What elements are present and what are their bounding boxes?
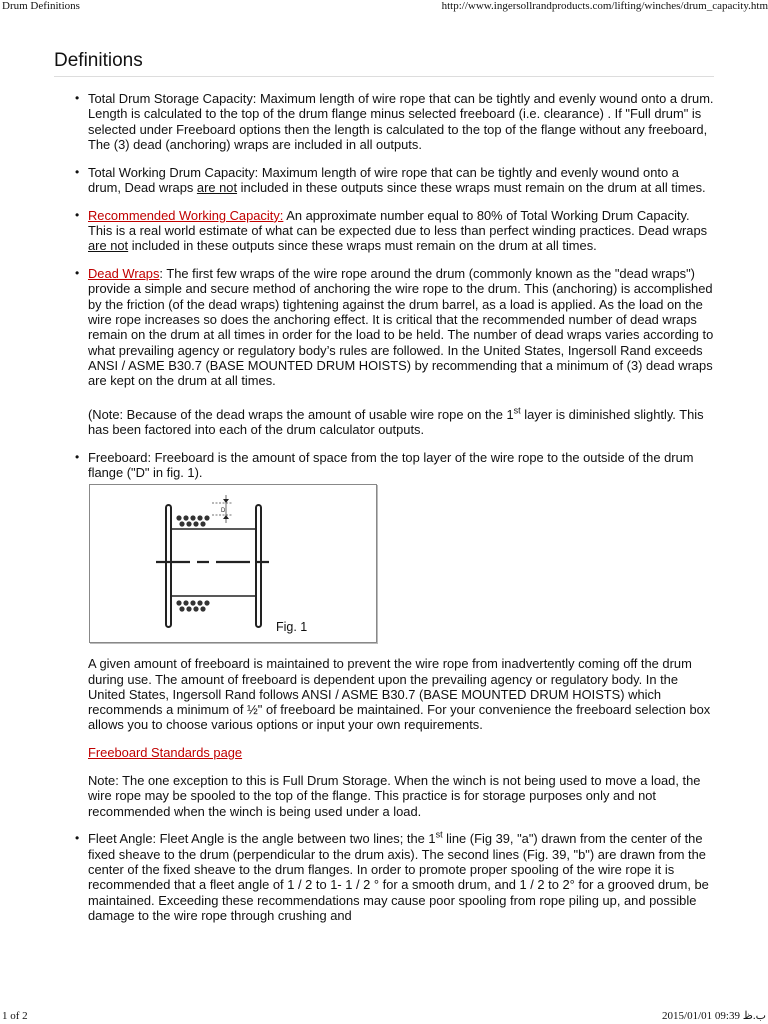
storage-capacity-text: Total Drum Storage Capacity: Maximum length of wire rope that can be tightly and evenly wound onto a drum. Length is calculated to the top of the drum flange minus selected freeboard (i.e. clearance) . If "Full drum" is selected under Freeboard options then the length is calculated to the top of the flange without any freeboard, The (3) dead (anchoring) wraps are included in all outputs. (88, 91, 714, 152)
header-url: http://www.ingersollrandproducts.com/lifting/winches/drum_capacity.htm (441, 0, 768, 12)
working-capacity-text: Total Working Drum Capacity: Maximum length of wire rope that can be tightly and evenly wound onto a drum, Dead wraps are not included in these outputs since these wraps must remain on the drum at all times. (88, 164, 706, 195)
drum-figure (89, 484, 377, 643)
title-divider (54, 76, 714, 77)
dead-wraps-text: Dead Wraps: The first few wraps of the wire rope around the drum (commonly known as the "dead wraps") provide a simple and secure method of anchoring the wire rope to the drum. This (anchoring) is accomplished by the friction (of the dead wraps) tightening against the drum barrel, as a load is applied. As the load on the wire rope increases so does the anchoring effect. It is critical that the recommended number of dead wraps remain on the drum at all times in order for the load to be held. The number of dead wraps varies according to what prevailing agency or regulatory body’s rules are followed. In the United States, Ingersoll Rand exceeds ANSI / ASME B30.7 (BASE MOUNTED DRUM HOISTS) by recommending that a minimum of (3) dead wraps are kept on the drum at all times. (88, 266, 714, 389)
bullet-icon: • (75, 164, 80, 179)
dead-wraps-note: (Note: Because of the dead wraps the amount of usable wire rope on the 1st layer is diminished slightly. This has been factored into each of the drum calculator outputs. (88, 405, 704, 437)
dimension-d-label: D (221, 508, 226, 515)
definitions-list (0, 91, 768, 480)
list-item-freeboard (0, 450, 768, 481)
recommended-capacity-text: Recommended Working Capacity: An approximate number equal to 80% of Total Working Drum Capacity. This is a real world estimate of what can be expected due to less than perfect winding practices. Dead wraps are not included in these outputs since these wraps must remain on the drum at all times. (88, 207, 708, 254)
footer-page-number: 1 of 2 (2, 1010, 28, 1022)
bullet-icon: • (75, 831, 80, 846)
list-item-recommended-capacity (0, 208, 768, 254)
recommended-working-capacity-link[interactable]: Recommended Working Capacity: (88, 207, 284, 223)
list-item-working-capacity (0, 165, 768, 196)
footer-timestamp: 2015/01/01 09:39 ب.ظ (662, 1010, 766, 1022)
bullet-icon: • (75, 266, 80, 281)
dead-wraps-link[interactable]: Dead Wraps (88, 266, 160, 282)
freeboard-paragraph: A given amount of freeboard is maintained to prevent the wire rope from inadvertently coming off the drum during use. The amount of freeboard is dependent upon the prevailing agency or regulatory body. In the United States, Ingersoll Rand follows ANSI / ASME B30.7 (BASE MOUNTED DRUM HOISTS) which recommends a minimum of ½" of freeboard be maintained. For your convenience the freeboard selection box allows you to choose various options or input your own requirements. (88, 656, 711, 733)
definitions-list-continued (0, 831, 768, 923)
list-item-dead-wraps (0, 266, 768, 437)
emphasis-are-not: are not (88, 238, 129, 254)
header-page-title: Drum Definitions (2, 0, 80, 12)
bullet-icon: • (75, 207, 80, 222)
freeboard-text: Freeboard: Freeboard is the amount of space from the top layer of the wire rope to the outside of the drum flange ("D" in fig. 1). (88, 449, 694, 480)
print-footer (0, 1008, 768, 1024)
freeboard-note: Note: The one exception to this is Full Drum Storage. When the winch is not being used to move a load, the wire rope may be spooled to the top of the flange. This practice is for storage purposes only and not recommended when the winch is being used under a load. (88, 773, 701, 819)
drum-diagram-icon (90, 485, 376, 642)
list-item-storage-capacity (0, 91, 768, 152)
list-item-fleet-angle (0, 831, 768, 923)
bullet-icon: • (75, 91, 80, 105)
page-title: Definitions (54, 50, 143, 71)
print-header (0, 0, 768, 14)
definitions-content (0, 91, 768, 923)
emphasis-are-not: are not (196, 179, 238, 195)
freeboard-standards-link[interactable]: Freeboard Standards page (88, 745, 243, 761)
freeboard-link-line (0, 745, 768, 760)
bullet-icon: • (75, 449, 80, 464)
figure-caption: Fig. 1 (276, 620, 308, 635)
fleet-angle-text: Fleet Angle: Fleet Angle is the angle between two lines; the 1st line (Fig 39, "a") drawn from the center of the fixed sheave to the drum (perpendicular to the drum axis). The second lines (Fig. 39, "b") are drawn from the center of the fixed sheave to the drum flanges. In order to promote proper spooling of the wire rope it is recommended that a fleet angle of 1 / 2 to 1- 1 / 2 ° for a smooth drum, and 1 / 2 to 2° for a grooved drum, be maintained. Exceeding these recommendations may cause poor spooling from rope piling up, and possible damage to the wire rope through crushing and (88, 830, 709, 923)
